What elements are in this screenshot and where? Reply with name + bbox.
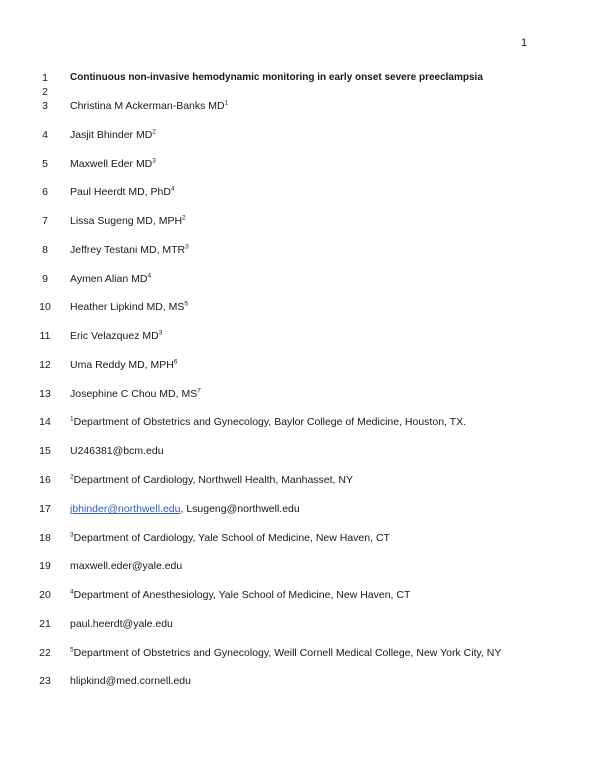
affiliation-line xyxy=(0,645,600,661)
line-number: 10 xyxy=(39,301,51,313)
affiliation-marker: 3 xyxy=(152,157,156,165)
paper-title: Continuous non-invasive hemodynamic monitoring in early onset severe preeclampsia xyxy=(70,72,483,83)
line-number: 21 xyxy=(39,618,51,630)
line-number: 1 xyxy=(42,72,48,84)
affiliation-marker: 5 xyxy=(70,646,74,654)
line-number: 14 xyxy=(39,416,51,428)
affiliation-marker: 7 xyxy=(197,387,201,395)
author-line xyxy=(0,328,600,344)
line-number: 15 xyxy=(39,445,51,457)
affiliation-text: Department of Cardiology, Yale School of Medicine, New Haven, CT xyxy=(73,532,390,544)
email-text: hlipkind@med.cornell.edu xyxy=(70,675,191,687)
email-text: paul.heerdt@yale.edu xyxy=(70,618,173,630)
email-line xyxy=(0,673,600,689)
affiliation-line xyxy=(0,472,600,488)
line-number: 6 xyxy=(42,186,48,198)
affiliation-text: Department of Cardiology, Northwell Health, Manhasset, NY xyxy=(73,474,353,486)
affiliation-line xyxy=(0,530,600,546)
email-text: maxwell.eder@yale.edu xyxy=(70,560,183,572)
affiliation-line xyxy=(0,587,600,603)
affiliation-marker: 1 xyxy=(70,415,74,423)
line-number: 17 xyxy=(39,503,51,515)
affiliation-text: Department of Obstetrics and Gynecology, Baylor College of Medicine, Houston, TX. xyxy=(73,416,467,428)
line-number: 23 xyxy=(39,675,51,687)
affiliation-text: Department of Anesthesiology, Yale School of Medicine, New Haven, CT xyxy=(73,589,411,601)
line-number: 20 xyxy=(39,589,51,601)
author-line xyxy=(0,213,600,229)
email-text: , Lsugeng@northwell.edu xyxy=(180,503,300,515)
author-line xyxy=(0,98,600,114)
line-number: 7 xyxy=(42,215,48,227)
email-line xyxy=(0,443,600,459)
affiliation-marker: 5 xyxy=(184,300,189,308)
line-number: 22 xyxy=(39,647,51,659)
affiliation-marker: 4 xyxy=(70,588,74,596)
email-line xyxy=(0,501,600,517)
affiliation-marker: 6 xyxy=(173,358,178,366)
author-line xyxy=(0,184,600,200)
line-number: 18 xyxy=(39,532,51,544)
email-text: U246381@bcm.edu xyxy=(70,445,164,457)
line-number: 12 xyxy=(39,359,51,371)
author-line xyxy=(0,299,600,315)
line-number: 3 xyxy=(42,100,48,112)
affiliation-marker: 4 xyxy=(147,272,152,280)
author-line xyxy=(0,127,600,143)
author-name: Paul Heerdt MD, PhD xyxy=(70,186,171,198)
line-number: 2 xyxy=(42,86,48,98)
author-line xyxy=(0,242,600,258)
author-name: Josephine C Chou MD, MS xyxy=(70,388,198,400)
affiliation-marker: 4 xyxy=(170,185,175,193)
line-number: 5 xyxy=(42,158,48,170)
author-name: Jasjit Bhinder MD xyxy=(70,129,153,141)
affiliation-marker: 3 xyxy=(70,531,74,539)
line-number: 4 xyxy=(42,129,48,141)
line-number: 9 xyxy=(42,273,48,285)
affiliation-marker: 2 xyxy=(70,473,74,481)
page-number: 1 xyxy=(521,37,528,49)
affiliation-marker: 1 xyxy=(224,99,229,107)
author-line xyxy=(0,156,600,172)
line-number: 19 xyxy=(39,560,51,572)
line-number: 8 xyxy=(42,244,48,256)
author-name: Christina M Ackerman-Banks MD xyxy=(70,100,225,112)
email-line xyxy=(0,616,600,632)
author-line xyxy=(0,357,600,373)
line-number: 11 xyxy=(39,330,51,342)
author-name: Jeffrey Testani MD, MTR xyxy=(70,244,186,256)
author-line xyxy=(0,271,600,287)
author-name: Uma Reddy MD, MPH xyxy=(70,359,174,371)
email-link[interactable]: jbhinder@northwell.edu xyxy=(70,503,181,515)
affiliation-marker: 3 xyxy=(158,329,163,337)
author-name: Aymen Alian MD xyxy=(70,273,148,285)
author-name: Heather Lipkind MD, MS xyxy=(70,301,185,313)
author-line xyxy=(0,386,600,402)
author-name: Lissa Sugeng MD, MPH xyxy=(70,215,183,227)
email-line xyxy=(0,558,600,574)
affiliation-marker: 3 xyxy=(185,243,189,251)
author-name: Eric Velazquez MD xyxy=(70,330,159,342)
affiliation-text: Department of Obstetrics and Gynecology, Weill Cornell Medical College, New York City, NY xyxy=(73,647,502,659)
author-name: Maxwell Eder MD xyxy=(70,158,153,170)
line-number: 13 xyxy=(39,388,51,400)
affiliation-marker: 2 xyxy=(152,128,156,136)
affiliation-marker: 2 xyxy=(182,214,186,222)
affiliation-line xyxy=(0,414,600,430)
line-number: 16 xyxy=(39,474,51,486)
